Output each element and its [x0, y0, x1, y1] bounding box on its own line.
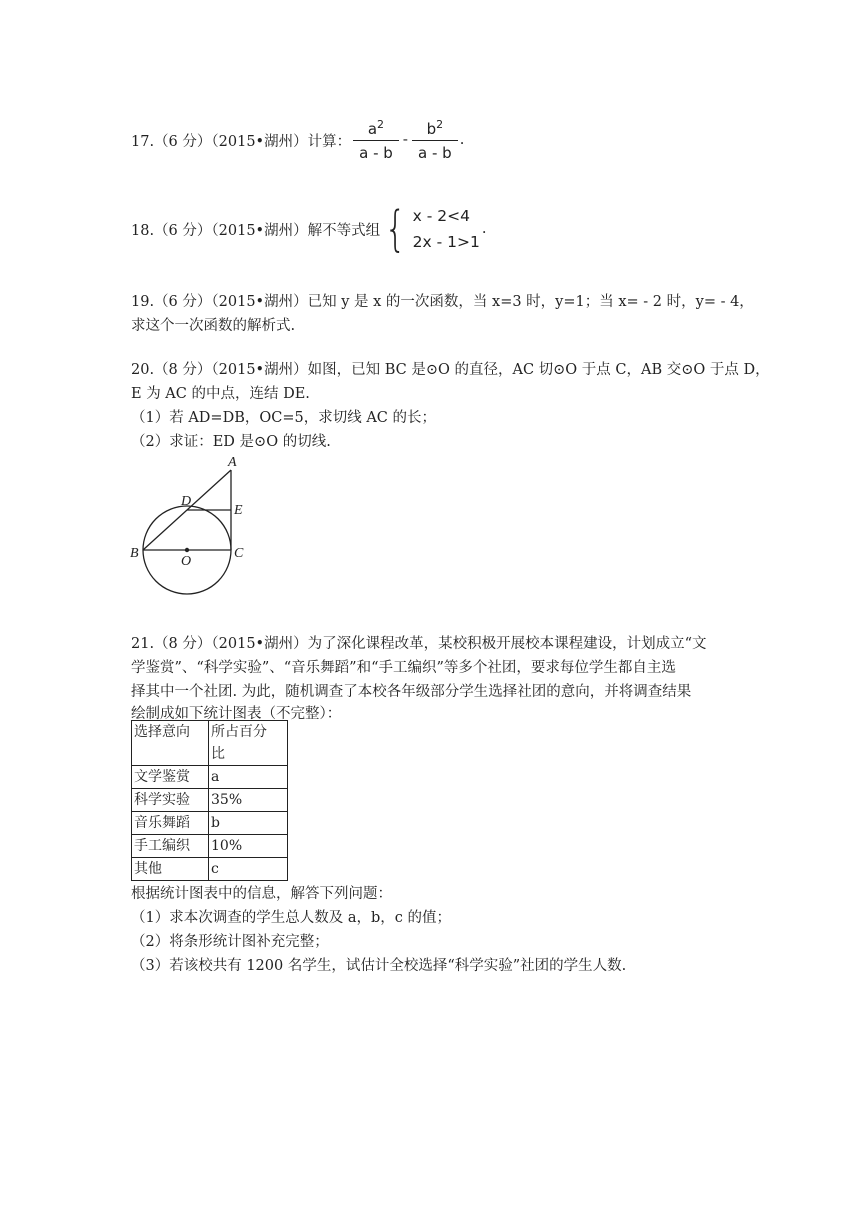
q21-part3: （3）若该校共有 1200 名学生，试估计全校选择“科学实验”社团的学生人数.: [131, 958, 627, 974]
table-header-percent: [209, 721, 288, 766]
table-cell-value: 35%: [209, 789, 288, 812]
table-row: [132, 858, 288, 881]
q17-den1: a - b: [359, 144, 393, 162]
q20-geometry-figure: [128, 452, 258, 602]
q20-part2: （2）求证：ED 是⊙O 的切线.: [131, 434, 331, 450]
label-d: D: [181, 494, 192, 509]
point-o: [185, 548, 189, 552]
q20-part1: （1）若 AD=DB，OC=5，求切线 AC 的长；: [131, 410, 437, 426]
q18-line1: x - 2<4: [412, 207, 470, 225]
q21-line1: 21.（8 分）（2015•湖州）为了深化课程改革，某校积极开展校本课程建设，计划成立“文: [131, 636, 707, 652]
q17-num2: b: [426, 120, 437, 138]
q17-prefix: 17.（6 分）（2015•湖州）计算：: [131, 133, 352, 150]
q17-fraction-2: [412, 118, 458, 162]
q18-brace: {: [384, 201, 407, 257]
q18-end: .: [481, 221, 487, 237]
table-cell-value: 10%: [209, 835, 288, 858]
table-header-percent-line1: 所占百分: [211, 724, 267, 740]
q21-stats-table: [131, 720, 288, 881]
label-b: B: [130, 546, 139, 561]
table-cell-name: 科学实验: [132, 789, 209, 812]
q17-exp1: 2: [377, 118, 385, 131]
label-o: O: [181, 554, 192, 569]
q21-line4: 绘制成如下统计图表（不完整）：: [131, 706, 342, 722]
q18-prefix: 18.（6 分）（2015•湖州）解不等式组: [131, 222, 381, 239]
table-cell-name: 文学鉴赏: [132, 766, 209, 789]
q17-den2: a - b: [418, 144, 452, 162]
q17-fraction-1: [353, 118, 399, 162]
q17-end: .: [459, 132, 465, 148]
table-header-row: [132, 721, 288, 766]
label-c: C: [234, 546, 244, 561]
table-cell-name: 手工编织: [132, 835, 209, 858]
table-cell-value: b: [209, 812, 288, 835]
q19-line2: 求这个一次函数的解析式.: [131, 318, 296, 334]
table-header-percent-line2: 比: [211, 746, 225, 762]
q21-after: 根据统计图表中的信息，解答下列问题：: [131, 886, 392, 902]
q21-part2: （2）将条形统计图补充完整；: [131, 934, 329, 950]
table-row: [132, 835, 288, 858]
table-cell-name: 音乐舞蹈: [132, 812, 209, 835]
table-row: [132, 789, 288, 812]
table-cell-value: a: [209, 766, 288, 789]
q21-line3: 择其中一个社团. 为此，随机调查了本校各年级部分学生选择社团的意向，并将调查结果: [131, 684, 692, 700]
table-cell-name: 其他: [132, 858, 209, 881]
q17-num1: a: [367, 120, 378, 138]
q20-line1: 20.（8 分）（2015•湖州）如图，已知 BC 是⊙O 的直径，AC 切⊙O 于点 C，AB 交⊙O 于点 D，: [131, 362, 770, 378]
q20-line2: E 为 AC 的中点，连结 DE.: [131, 386, 310, 402]
label-e: E: [234, 503, 243, 518]
q21-line2: 学鉴赏”、“科学实验”、“音乐舞蹈”和“手工编织”等多个社团，要求每位学生都自主选: [131, 660, 676, 676]
label-a: A: [228, 455, 237, 470]
table-row: [132, 766, 288, 789]
table-row: [132, 812, 288, 835]
q17-minus: -: [402, 132, 409, 148]
question-18: [131, 202, 486, 256]
q18-line2: 2x - 1>1: [412, 233, 480, 251]
q21-part1: （1）求本次调查的学生总人数及 a，b，c 的值；: [131, 910, 451, 926]
table-cell-value: c: [209, 858, 288, 881]
table-header-choice: 选择意向: [132, 721, 209, 766]
q18-system: [380, 203, 480, 255]
question-17: [131, 116, 464, 164]
q19-line1: 19.（6 分）（2015•湖州）已知 y 是 x 的一次函数，当 x=3 时，y=1；当 x= - 2 时，y= - 4，: [131, 294, 754, 310]
q17-exp2: 2: [436, 118, 444, 131]
